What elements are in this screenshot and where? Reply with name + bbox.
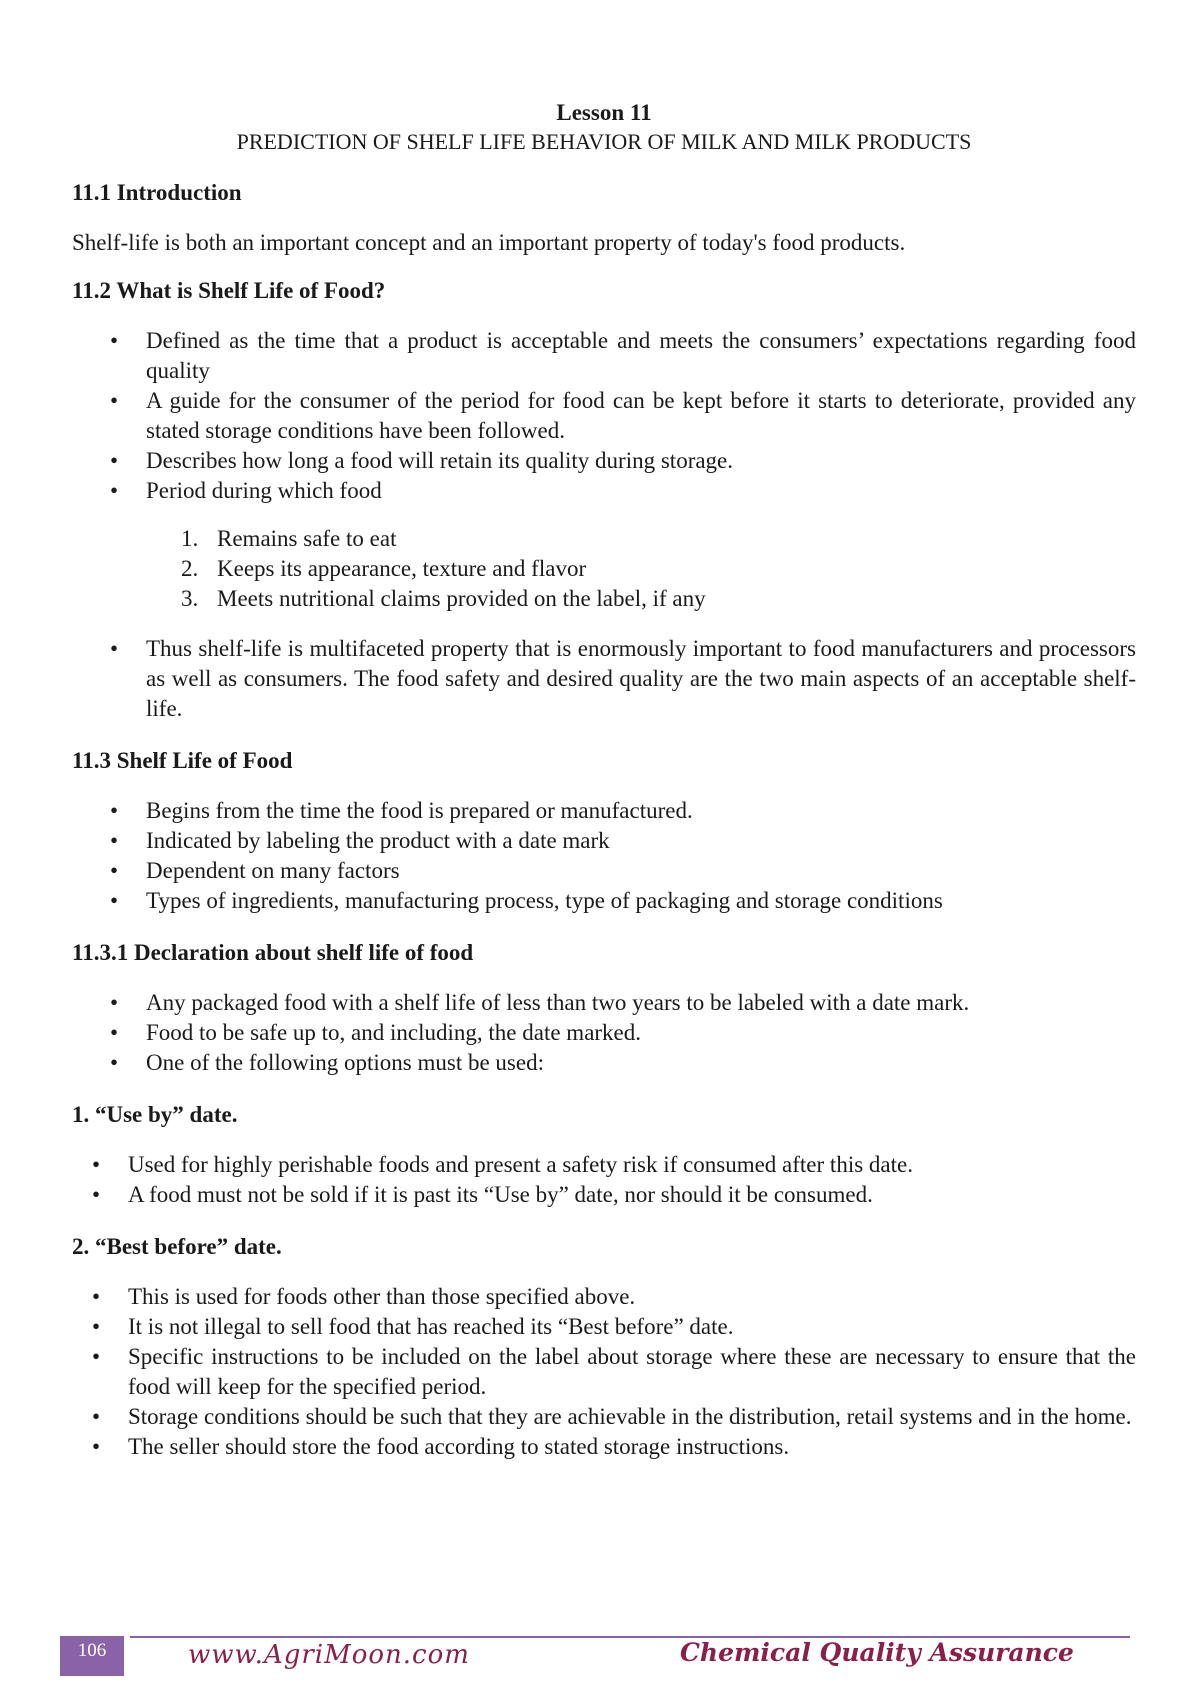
list-item: • Thus shelf-life is multifaceted property that is enormously important to food manufacturers and processors as well as consumers. The food safety and desired quality are the two main aspects of an acceptable shelf-life. [146,634,1136,724]
intro-paragraph: Shelf-life is both an important concept and an important property of today's food products. [72,230,906,255]
list-item: • Period during which food [146,476,1136,506]
section-heading-use-by: 1. “Use by” date. [72,1102,238,1127]
list-item: • Begins from the time the food is prepared or manufactured. [146,796,1136,826]
food-bullet-list [72,796,1136,916]
item-text: Keeps its appearance, texture and flavor [217,556,587,581]
period-numbered-list [72,524,1136,614]
list-item: • Defined as the time that a product is acceptable and meets the consumers’ expectations regarding food quality [146,326,1136,386]
numbered-item [181,554,1136,584]
lesson-title: PREDICTION OF SHELF LIFE BEHAVIOR OF MILK AND MILK PRODUCTS [236,129,972,154]
item-number: 2. [181,556,199,581]
list-item: • A food must not be sold if it is past its “Use by” date, nor should it be consumed. [128,1180,1136,1210]
list-item: • Any packaged food with a shelf life of less than two years to be labeled with a date mark. [146,988,1136,1018]
list-item: • Types of ingredients, manufacturing process, type of packaging and storage conditions [146,886,1136,916]
section-heading-shelf-life-of-food: 11.3 Shelf Life of Food [72,748,293,773]
course-title: Chemical Quality Assurance [680,1638,1074,1667]
list-item: • Describes how long a food will retain its quality during storage. [146,446,1136,476]
section-heading-intro: 11.1 Introduction [72,180,242,205]
numbered-item [181,524,1136,554]
item-text: Remains safe to eat [217,526,397,551]
list-item: • A guide for the consumer of the period for food can be kept before it starts to deteriorate, provided any stated storage conditions have been followed. [146,386,1136,446]
list-item: • Specific instructions to be included on the label about storage where these are necessary to ensure that the food will keep for the specified period. [128,1342,1136,1402]
section-heading-best-before: 2. “Best before” date. [72,1234,282,1259]
use-by-bullet-list [72,1150,1136,1210]
list-item: • Food to be safe up to, and including, the date marked. [146,1018,1136,1048]
numbered-item [181,584,1136,614]
item-number: 1. [181,526,199,551]
best-before-bullet-list [72,1282,1136,1462]
list-item: • Used for highly perishable foods and present a safety risk if consumed after this date. [128,1150,1136,1180]
website-link[interactable]: www.AgriMoon.com [188,1640,470,1670]
list-item: • Storage conditions should be such that they are achievable in the distribution, retail systems and in the home. [128,1402,1136,1432]
list-item: • One of the following options must be used: [146,1048,1136,1078]
document-content [72,98,1136,1484]
declaration-bullet-list [72,988,1136,1078]
item-text: Meets nutritional claims provided on the label, if any [217,586,706,611]
list-item: • It is not illegal to sell food that has reached its “Best before” date. [128,1312,1136,1342]
what-bullet-list [72,326,1136,506]
what-summary-list [72,634,1136,724]
list-item: • Indicated by labeling the product with a date mark [146,826,1136,856]
list-item: • This is used for foods other than those specified above. [128,1282,1136,1312]
page-footer [60,1636,1150,1680]
section-heading-what-is-shelf-life: 11.2 What is Shelf Life of Food? [72,278,386,303]
item-number: 3. [181,586,199,611]
lesson-number: Lesson 11 [556,100,652,125]
list-item: • The seller should store the food according to stated storage instructions. [128,1432,1136,1462]
section-heading-declaration: 11.3.1 Declaration about shelf life of food [72,940,474,965]
list-item: • Dependent on many factors [146,856,1136,886]
page-number: 106 [60,1636,124,1676]
